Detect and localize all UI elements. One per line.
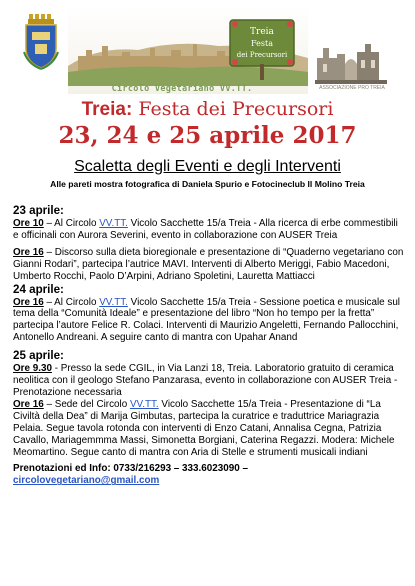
schedule-content	[13, 204, 405, 487]
pro-treia-logo	[315, 34, 387, 84]
banner-caption: Circolo Vegetariano VV.TT.	[111, 84, 253, 94]
event-text: Vicolo Sacchette 15/a Treia - Sessione poetica e musicale sul tema della “Comunità Ideale” e presentazione del libro “Non ho tempo per la fretta” partecipa l’autore Felice R. Colaci. Interventi di Maurizio Angeletti, Fernando Pallocchini, Antonello Andreani. A seguire canto di mantra con Upahar Anand	[13, 296, 400, 344]
event-time: Ore 16	[13, 296, 44, 308]
sign-line-3: dei Precursori	[236, 51, 288, 59]
event-time: Ore 9.30	[13, 363, 52, 375]
event-text-pre: – Al Circolo	[43, 218, 100, 229]
day-heading: 25 aprile:	[13, 349, 64, 363]
event-time: Ore 10	[13, 218, 44, 229]
event-text-pre: - Presso la sede CGIL, in Via Lanzi 18, Treia. Laboratorio gratuito di ceramica neolitica con il geologo Stefano Panzarasa, evento in collaborazione con AUSER Treia - Prenotazione necessaria	[13, 363, 398, 398]
event-text-pre: – Discorso sulla dieta bioregionale e presentazione di “Quaderno vegetariano con Gianni Rodari”, partecipa l’autrice MAVI. Interventi di Alberto Meriggi, Fabio Macedoni, Umberto Rocchi, Paolo D’Arpini, Adriano Spoletini, Lauretta Mattiacci	[13, 246, 404, 282]
circolo-link[interactable]: VV.TT.	[129, 398, 159, 410]
event-item	[13, 218, 405, 242]
event-text: Vicolo Sacchette 15/a Treia - Alla ricerca di erbe commestibili e officinali con Aurora Severini, evento in collaborazione con AUSER Treia	[13, 218, 398, 241]
event-item	[13, 247, 405, 283]
event-item	[13, 297, 405, 345]
title-place: Treia:	[81, 99, 133, 120]
title-festival: Festa dei Precursori	[138, 98, 334, 120]
day-heading: 23 aprile:	[13, 204, 64, 217]
event-time: Ore 16	[13, 246, 44, 258]
festival-banner-image	[68, 6, 308, 94]
event-item	[13, 399, 405, 459]
schedule-heading: Scaletta degli Eventi e degli Interventi	[74, 158, 341, 175]
exhibit-note: Alle pareti mostra fotografica di Daniela Spurio e Fotocineclub Il Molino Treia	[50, 179, 365, 189]
contact-info: Prenotazioni ed Info: 0733/216293 – 333.6023090 –	[13, 463, 248, 475]
festival-dates: 23, 24 e 25 aprile 2017	[58, 122, 357, 149]
sign-line-2: Festa	[251, 39, 273, 48]
treia-crest-logo	[22, 14, 60, 70]
event-item	[13, 363, 405, 399]
sign-line-1: Treia	[250, 27, 274, 37]
circolo-link[interactable]: VV.TT.	[99, 296, 128, 308]
contact-email-line	[13, 475, 405, 487]
day-heading: 24 aprile:	[13, 282, 64, 296]
event-text: Vicolo Sacchette 15/a Treia - Presentazione di “La Civiltà della Dea” di Marija Gimbutas, partecipa la curatrice e traduttrice Mariagrazia Pelaia. Segue tavola rotonda con interventi di Enzo Catani, Annalisa Cegna, Patrizia Cavallo, Mariagemmma Massi, Simonetta Borgiani, Caterina Regazzi. Modera: Michele Meomartino. Segue canto di mantra con Aria di Stelle e strumenti musicali indiani	[13, 398, 395, 458]
festival-title	[0, 98, 415, 121]
event-text-pre: – Al Circolo	[43, 296, 100, 308]
circolo-link[interactable]: VV.TT.	[99, 218, 128, 229]
pro-treia-caption: ASSOCIAZIONE PRO TREIA	[319, 85, 385, 91]
event-text-pre: – Sede del Circolo	[43, 398, 130, 410]
header	[0, 0, 415, 96]
event-time: Ore 16	[13, 398, 44, 410]
contact-email-link[interactable]: circolovegetariano@gmail.com	[13, 475, 160, 487]
